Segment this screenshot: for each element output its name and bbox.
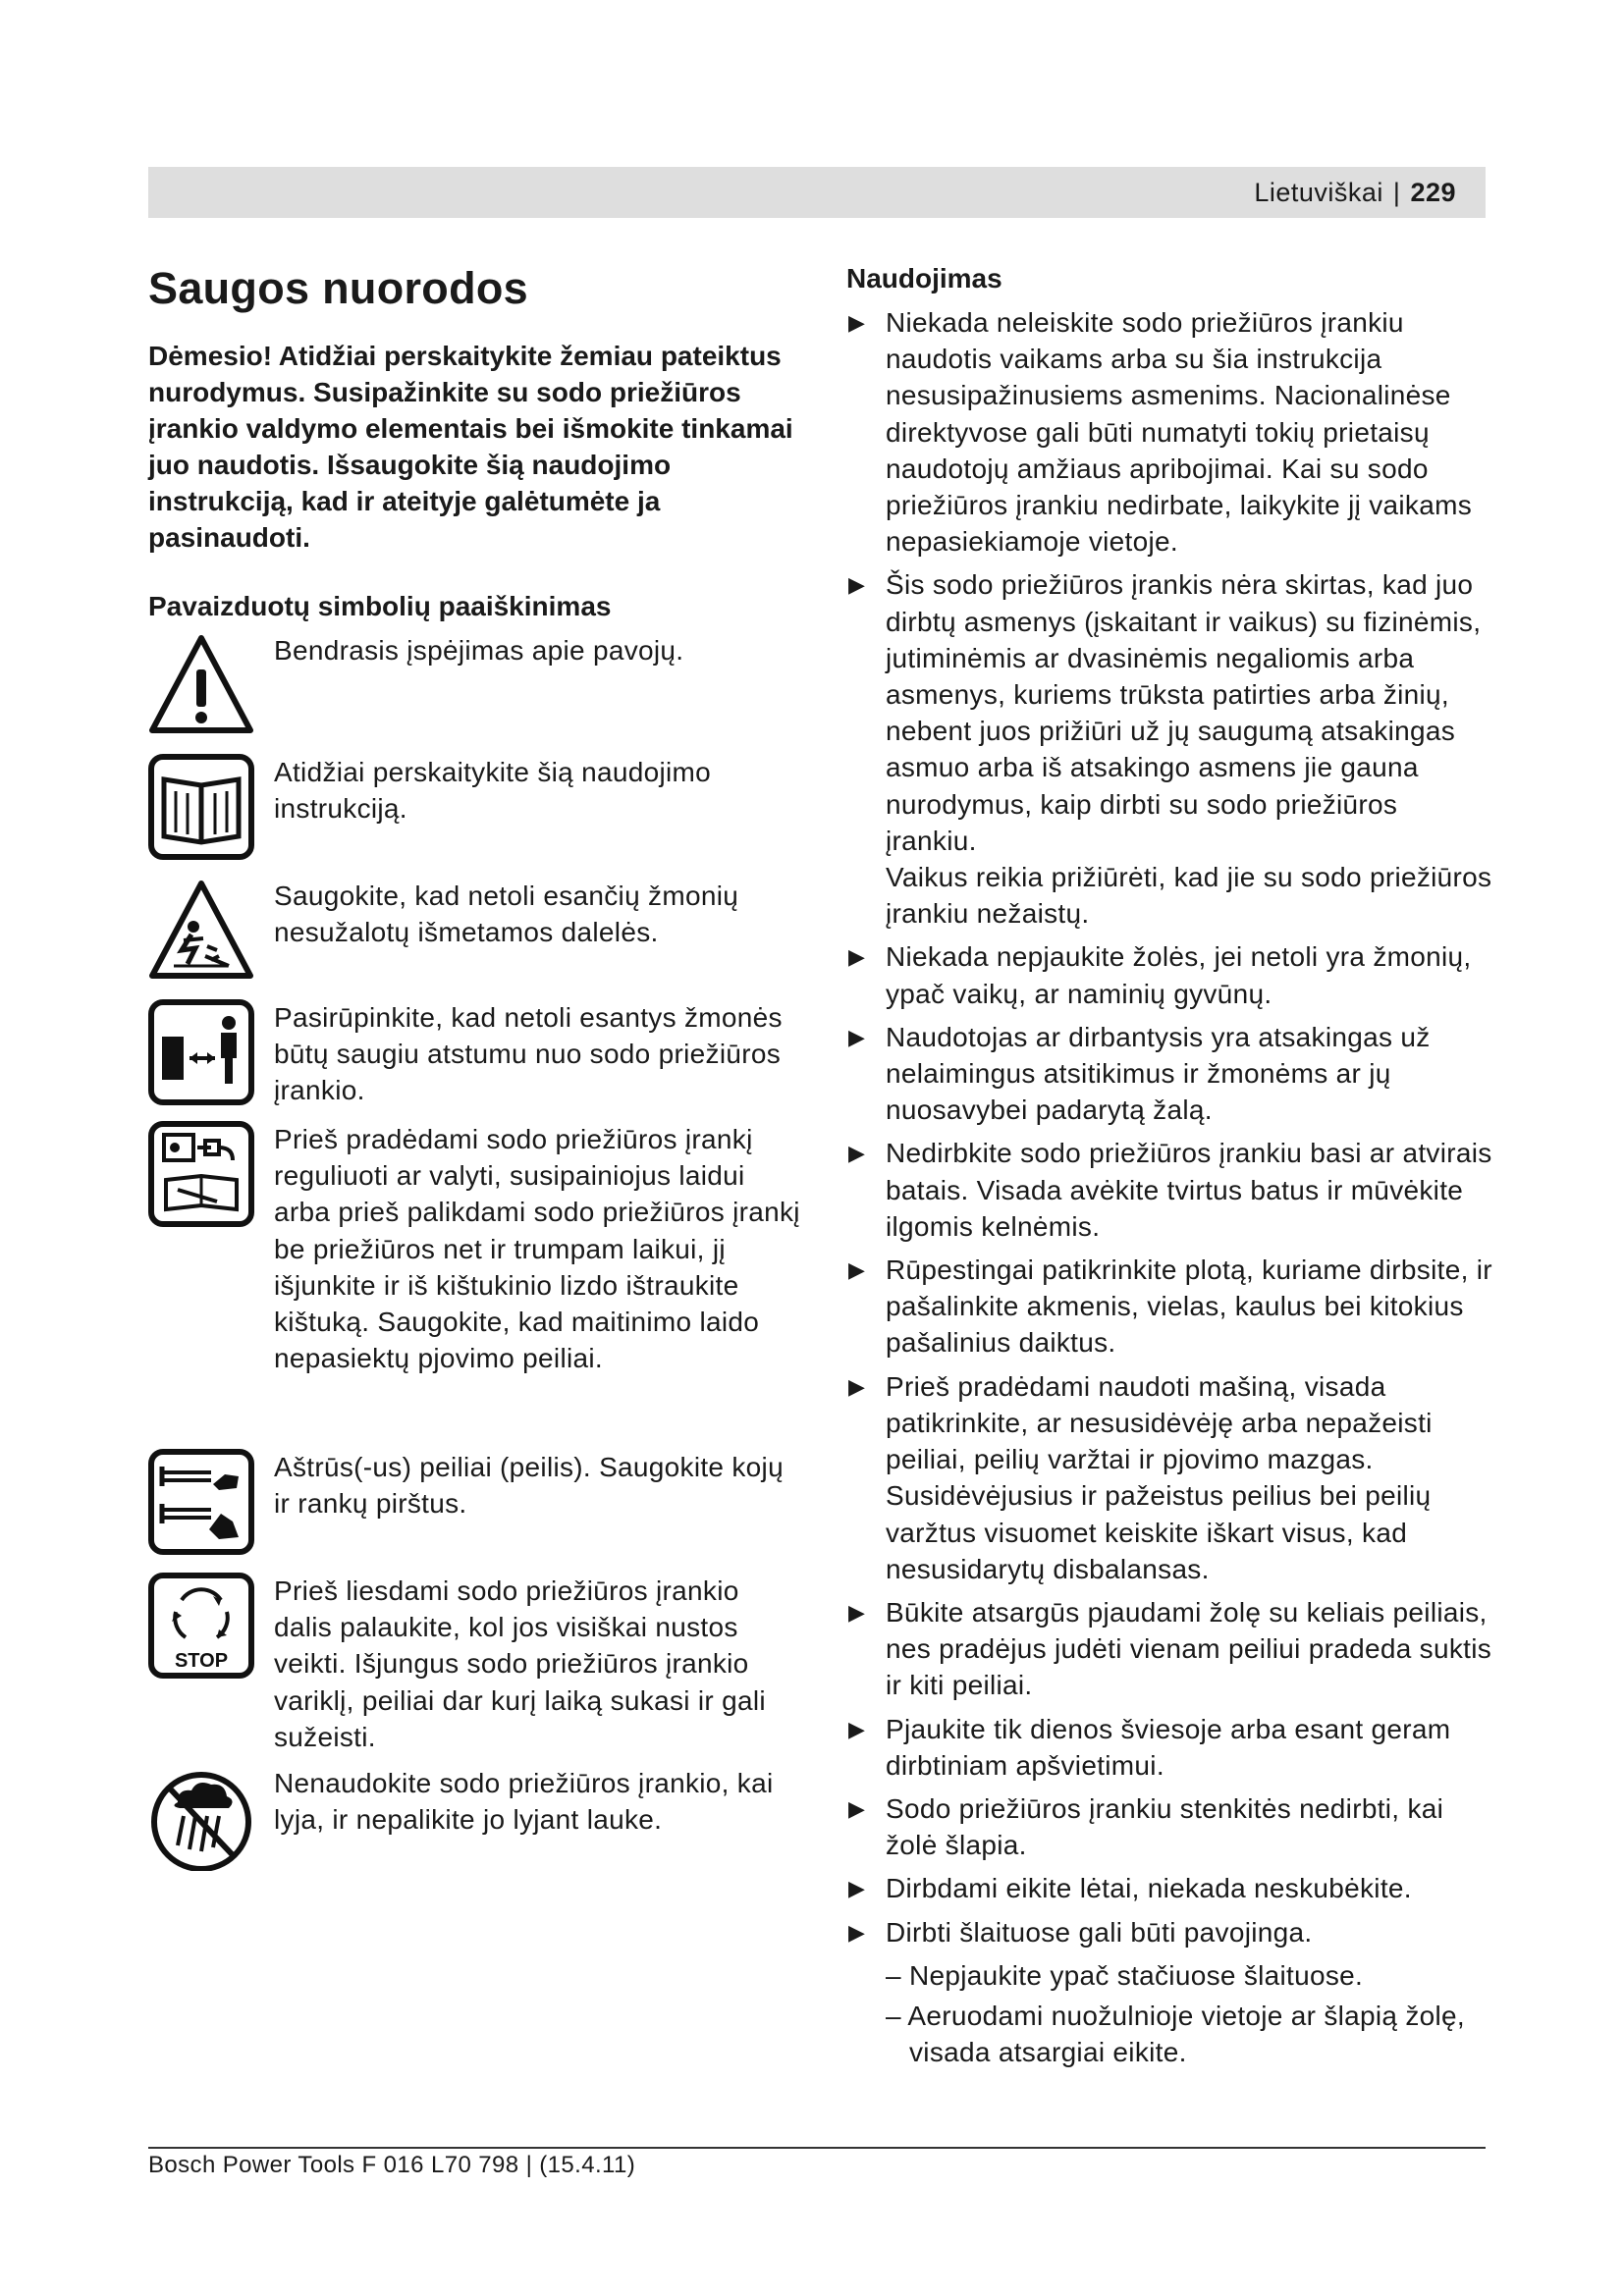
- stop-label: STOP: [174, 1650, 229, 1672]
- page-header: [148, 167, 1486, 218]
- list-item: ▶ Niekada neleiskite sodo priežiūros įrankiu naudotis vaikams arba su šia instrukcija nesusipažinusiems asmenims. Nacionalinėse direktyvose gali būti numatyti tokių prietaisų naudotojų amžiaus apribojimai. Kai su sodo priežiūros įrankiu nedirbate, laikykite jį vaikams nepasiekiamoje vietoje.: [846, 304, 1494, 560]
- list-item: ▶ Dirbdami eikite lėtai, niekada neskubėkite.: [846, 1870, 1494, 1906]
- page-title: Saugos nuorodos: [148, 263, 528, 313]
- bullet-arrow-icon: ▶: [848, 1024, 866, 1049]
- list-item: ▶ Sodo priežiūros įrankiu stenkitės nedirbti, kai žolė šlapia.: [846, 1790, 1494, 1863]
- stop-rotation-icon: [148, 1573, 258, 1679]
- footer-text: Bosch Power Tools F 016 L70 798 | (15.4.11): [148, 2152, 636, 2178]
- left-column: [148, 263, 800, 1836]
- bullet-arrow-icon: ▶: [848, 572, 866, 598]
- bullet-arrow-icon: ▶: [848, 1919, 866, 1945]
- keep-distance-icon: [148, 999, 258, 1105]
- list-item: ▶ Šis sodo priežiūros įrankis nėra skirtas, kad juo dirbtų asmenys (įskaitant ir vaikus) su fizinėmis, jutiminėmis ar dvasinėmis negaliomis arba asmenys, kuriems trūksta patirties arba žinių, nebent juos prižiūri už jų saugumą atsakingas asmuo arba iš atsakingo asmens jie gauna nurodymus, kaip dirbti su sodo priežiūros įrankiu. Vaikus reikia prižiūrėti, kad jie su sodo priežiūros įrankiu nežaistų.: [846, 566, 1494, 932]
- right-column: [846, 263, 1494, 2074]
- symbol-text: Bendrasis įspėjimas apie pavojų.: [274, 635, 684, 666]
- symbol-text: Saugokite, kad netoli esančių žmonių nesužalotų išmetamos dalelės.: [274, 881, 739, 948]
- symbol-text: Nenaudokite sodo priežiūros įrankio, kai lyja, ir nepalikite jo lyjant lauke.: [274, 1768, 774, 1836]
- bullet-arrow-icon: ▶: [848, 1716, 866, 1741]
- bullet-arrow-icon: ▶: [848, 1373, 866, 1399]
- read-manual-icon: [148, 754, 258, 860]
- intro-paragraph: Dėmesio! Atidžiai perskaitykite žemiau pateiktus nurodymus. Susipažinkite su sodo priežiūros įrankio valdymo elementais bei išmokite tinkamai juo naudotis. Išsaugokite šią naudojimo instrukciją, kad ir ateityje galėtumėte ja pasinaudoti.: [148, 341, 793, 553]
- warning-triangle-icon: [148, 632, 258, 738]
- symbol-text: Aštrūs(-us) peiliai (peilis). Saugokite kojų ir rankų pirštus.: [274, 1452, 784, 1520]
- list-item: ▶ Rūpestingai patikrinkite plotą, kuriame dirbsite, ir pašalinkite akmenis, vielas, kaulus bei kitokius pašalinius daiktus.: [846, 1252, 1494, 1362]
- symbols-heading: Pavaizduotų simbolių paaiškinimas: [148, 591, 612, 621]
- header-language: Lietuviškai: [1254, 177, 1383, 207]
- bullet-extra-text: Vaikus reikia prižiūrėti, kad jie su sodo priežiūros įrankiu nežaistų.: [886, 862, 1492, 930]
- unplug-icon: [148, 1121, 258, 1227]
- sub-item: – Aeruodami nuožulnioje vietoje ar šlapią žolę, visada atsargiai eikite.: [886, 2000, 1466, 2068]
- symbol-text: Prieš liesdami sodo priežiūros įrankio dalis palaukite, kol jos visiškai nustos veikti. Išjungus sodo priežiūros įrankio variklį, peiliai dar kurį laiką sukasi ir gali sužeisti.: [274, 1575, 766, 1752]
- thrown-objects-icon: [148, 878, 258, 984]
- symbol-text: Prieš pradėdami sodo priežiūros įrankį reguliuoti ar valyti, susipainiojus laidui arba prieš palikdami sodo priežiūros įrankį be priežiūros net ir trumpam laikui, jį išjunkite ir iš kištukinio lizdo ištraukite kištuką. Saugokite, kad maitinimo laido nepasiektų pjovimo peiliai.: [274, 1124, 800, 1374]
- bullet-arrow-icon: ▶: [848, 310, 866, 335]
- slope-sub-list: [846, 1957, 1494, 2071]
- bullet-arrow-icon: ▶: [848, 1141, 866, 1166]
- list-item: ▶ Naudotojas ar dirbantysis yra atsakingas už nelaimingus atsitikimus ir žmonėms ar jų nuosavybei padarytą žalą.: [846, 1019, 1494, 1129]
- bullet-arrow-icon: ▶: [848, 1257, 866, 1283]
- sub-item: – Nepjaukite ypač stačiuose šlaituose.: [886, 1959, 1364, 1991]
- list-item: ▶ Prieš pradėdami naudoti mašiną, visada patikrinkite, ar nesusidėvėję arba nepažeisti peiliai, peilių varžtai ir pjovimo mazgas. Susidėvėjusius ir pažeistus peilius bei peilių varžtus visuomet keiskite iškart visus, kad nesusidarytų disbalansas.: [846, 1368, 1494, 1587]
- page-number: 229: [1410, 177, 1456, 207]
- list-item: ▶ Būkite atsargūs pjaudami žolę su keliais peiliais, nes pradėjus judėti vienam peiliui pradeda suktis ir kiti peiliai.: [846, 1594, 1494, 1704]
- symbol-text: Atidžiai perskaitykite šią naudojimo instrukciją.: [274, 757, 712, 825]
- usage-list: [846, 304, 1494, 1950]
- list-item: ▶ Nedirbkite sodo priežiūros įrankiu basi ar atvirais batais. Visada avėkite tvirtus batus ir mūvėkite ilgomis kelnėmis.: [846, 1135, 1494, 1245]
- symbol-text: Pasirūpinkite, kad netoli esantys žmonės būtų saugiu atstumu nuo sodo priežiūros įrankio.: [274, 1002, 783, 1106]
- list-item: ▶ Pjaukite tik dienos šviesoje arba esant geram dirbtiniam apšvietimui.: [846, 1711, 1494, 1784]
- usage-heading: Naudojimas: [846, 263, 1002, 294]
- no-rain-icon: [148, 1765, 258, 1871]
- sharp-blades-icon: [148, 1449, 258, 1555]
- bullet-arrow-icon: ▶: [848, 944, 866, 970]
- bullet-arrow-icon: ▶: [848, 1795, 866, 1821]
- footer-divider: [148, 2147, 1486, 2149]
- bullet-arrow-icon: ▶: [848, 1876, 866, 1901]
- bullet-arrow-icon: ▶: [848, 1599, 866, 1625]
- list-item: ▶ Dirbti šlaituose gali būti pavojinga.: [846, 1914, 1494, 1950]
- header-separator: |: [1392, 177, 1401, 207]
- list-item: ▶ Niekada nepjaukite žolės, jei netoli yra žmonių, ypač vaikų, ar naminių gyvūnų.: [846, 938, 1494, 1011]
